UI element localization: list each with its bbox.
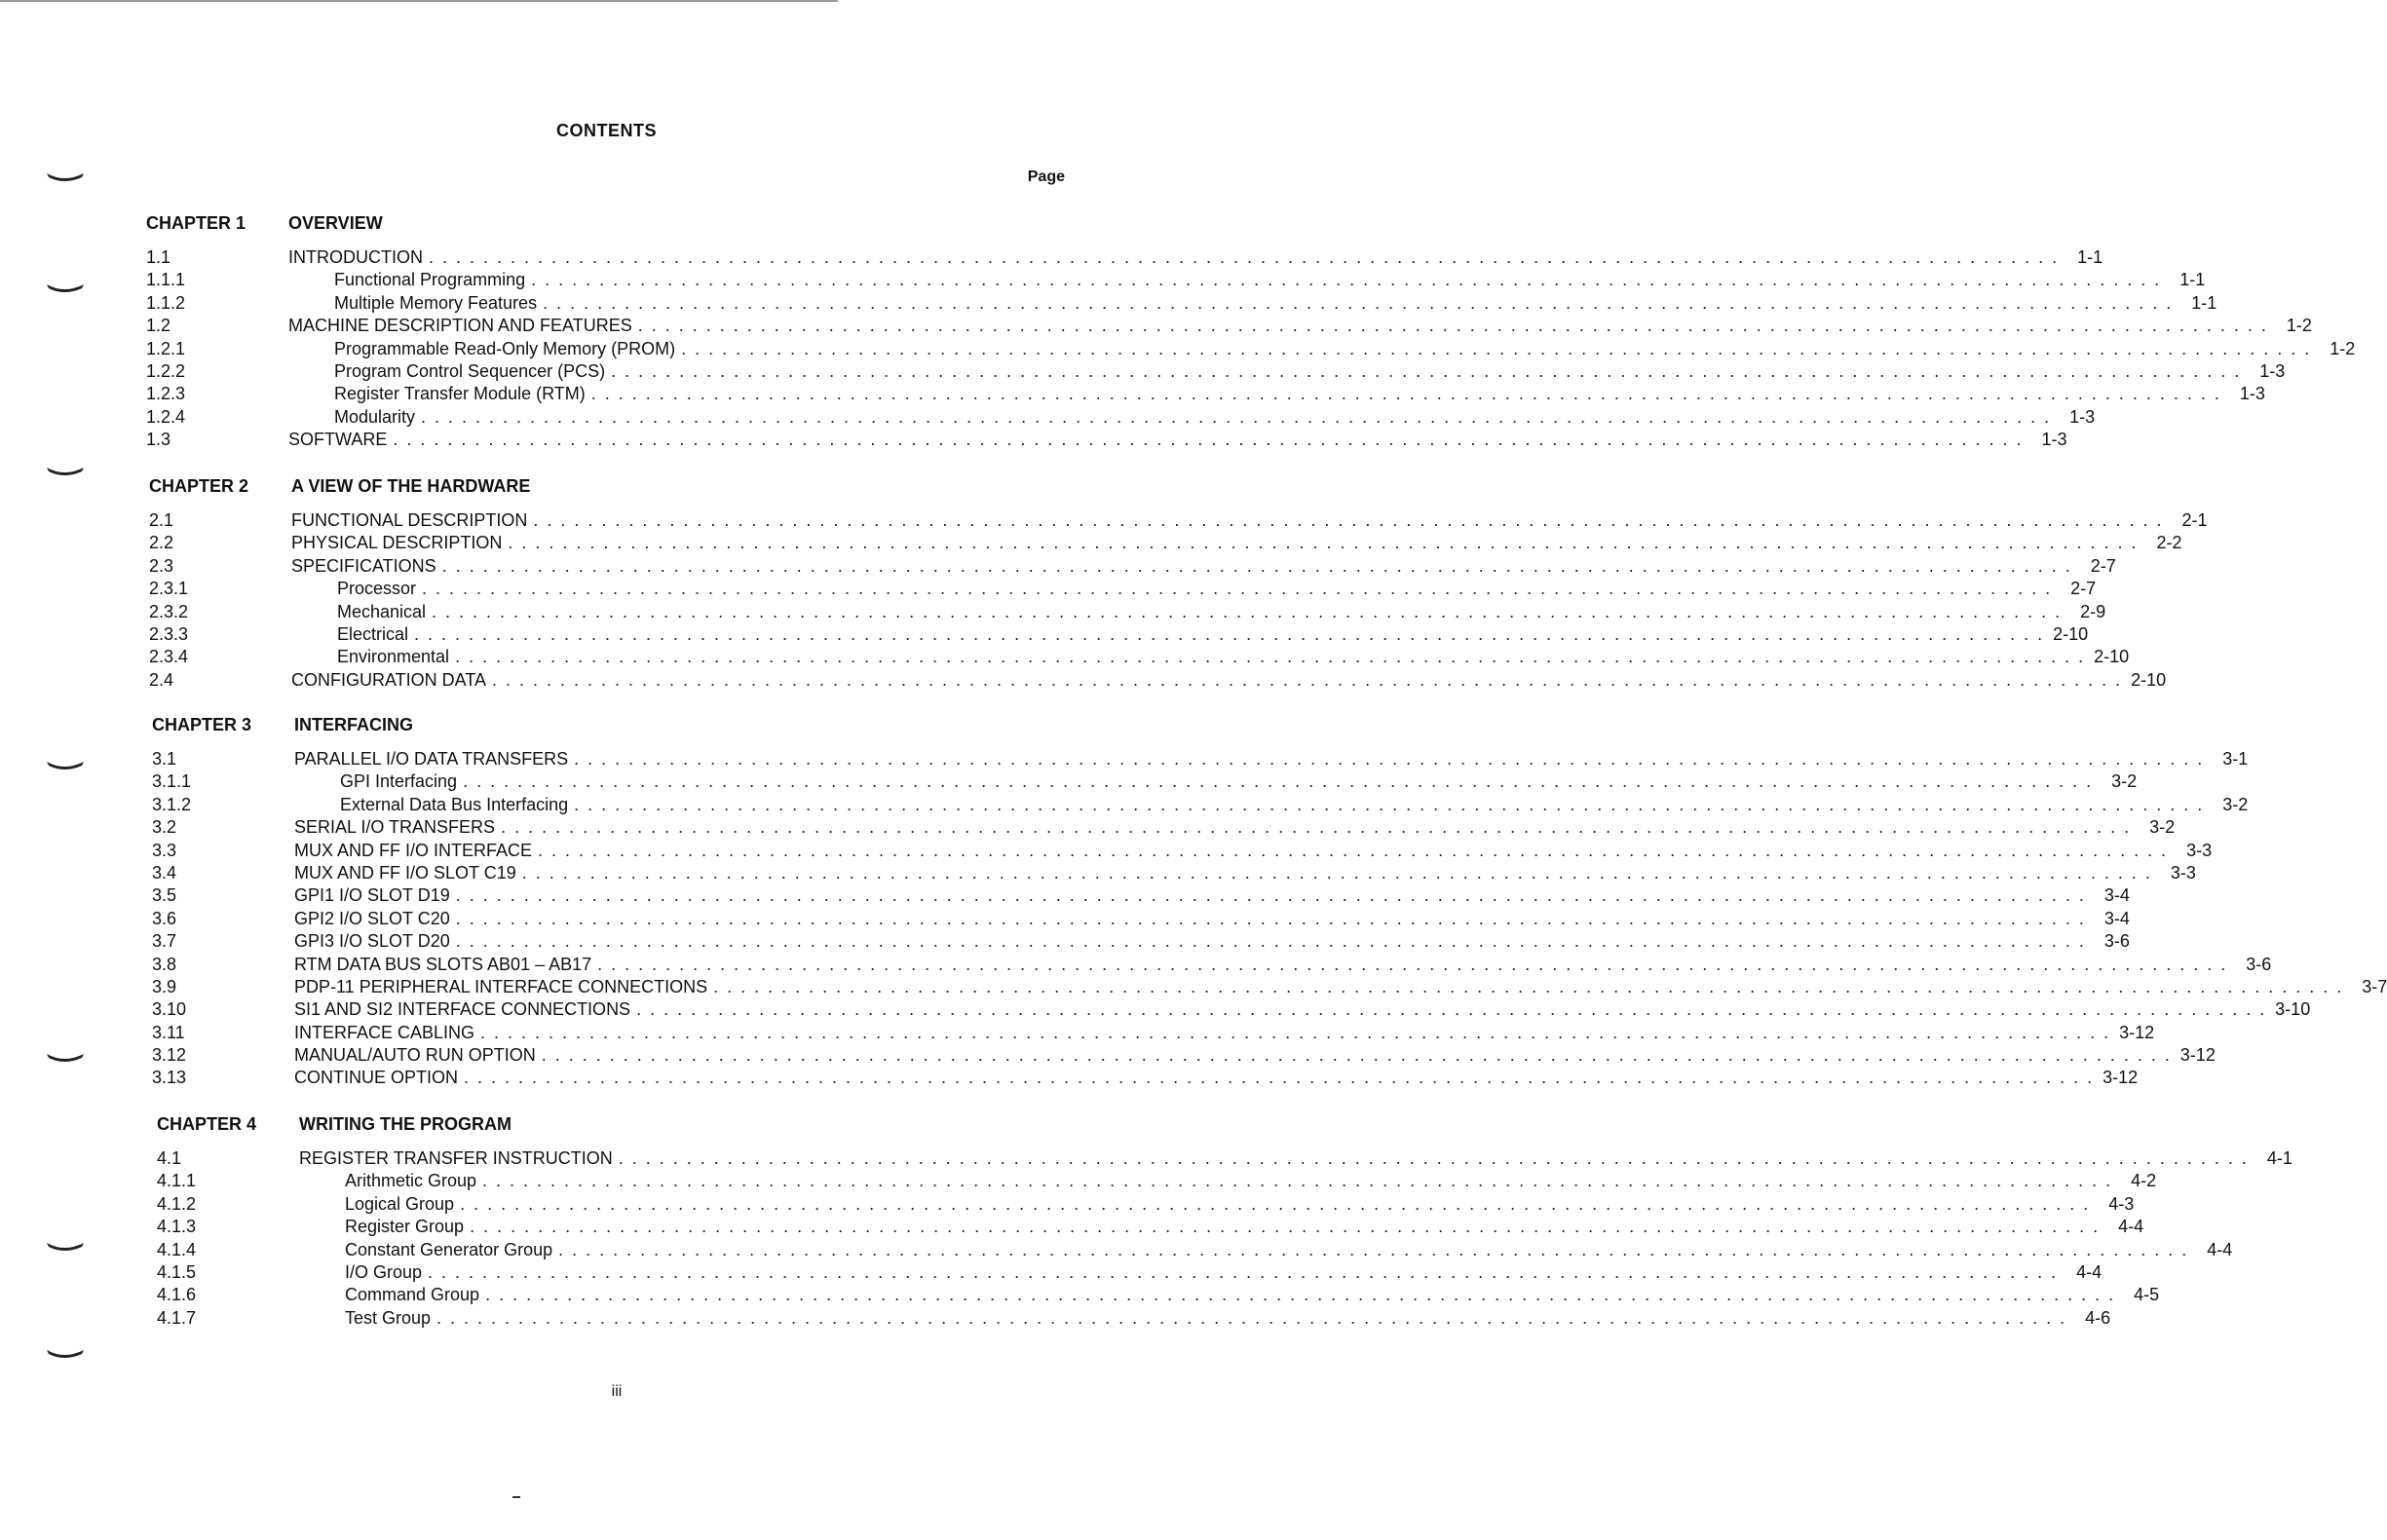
section-number: 4.1.4 [157,1239,197,1259]
page-ref: 3-10 [2275,999,2311,1020]
dot-leader: ........................................................................................................................ [463,771,2101,792]
dot-leader: ........................................................................................................................ [455,885,2093,906]
page-ref: 4-5 [2134,1285,2160,1305]
section-number: 1.1.1 [146,270,186,290]
toc-entry[interactable] [146,360,2286,383]
section-number: 2.1 [149,510,174,530]
scan-edge-line [0,0,838,2]
section-title: SI1 AND SI2 INTERFACE CONNECTIONS [294,999,631,1020]
entry-body [288,269,2205,291]
punch-hole-mark [45,1241,86,1251]
entry-body [294,908,2130,930]
section-number: 3.5 [152,885,177,906]
toc-entry[interactable] [157,1170,2157,1192]
toc-entry[interactable] [152,770,2138,793]
section-title: SERIAL I/O TRANSFERS [294,817,496,838]
section-number: 3.2 [152,817,177,838]
page-ref: 3-12 [2119,1022,2155,1042]
entry-body [291,578,2096,600]
toc-entry[interactable] [149,555,2116,578]
toc-entry[interactable] [157,1147,2292,1170]
section-number: 3.7 [152,931,177,952]
section-number: 2.4 [149,669,174,690]
dot-leader: ........................................................................................................................ [636,999,2274,1020]
page-ref: 3-2 [2111,771,2138,792]
dot-leader: ........................................................................................................................ [470,1217,2107,1237]
page-ref: 4-4 [2207,1239,2233,1259]
section-title: INTERFACE CABLING [294,1022,475,1042]
toc-entry[interactable] [146,246,2103,269]
section-number: 4.1.1 [157,1171,197,1191]
entry-body [291,646,2129,668]
entry-body [294,840,2212,862]
section-number: 3.9 [152,976,177,996]
section-title: GPI1 I/O SLOT D19 [294,885,450,906]
section-title: Constant Generator Group [345,1239,553,1259]
entry-body [294,770,2137,793]
chapter-label: CHAPTER 2 [149,476,249,496]
section-title: Mechanical [337,601,427,621]
entry-body [288,406,2095,429]
section-number: 2.3.3 [149,623,189,644]
section-title: Register Group [345,1217,465,1237]
entry-body [299,1147,2292,1170]
entry-body [291,669,2166,692]
dot-leader: ........................................................................................................................ [432,601,2069,621]
toc-entry[interactable] [152,794,2249,816]
section-title: Logical Group [345,1193,455,1214]
page-ref: 1-3 [2259,360,2286,381]
chapter-heading [157,1112,1077,1136]
toc-entry[interactable] [152,1022,2155,1044]
section-title: MANUAL/AUTO RUN OPTION [294,1045,536,1066]
page-ref: 1-3 [2041,430,2067,450]
toc-entry[interactable] [152,884,2130,907]
toc-entry[interactable] [146,269,2206,291]
toc-entry[interactable] [149,601,2106,623]
section-title: MACHINE DESCRIPTION AND FEATURES [288,316,632,336]
section-number: 3.6 [152,908,177,928]
entry-body [299,1239,2232,1261]
section-number: 3.8 [152,954,177,974]
page-ref: 1-1 [2191,292,2217,313]
section-title: External Data Bus Interfacing [340,794,569,814]
page-ref: 2-7 [2090,555,2116,576]
entry-body [294,1067,2138,1089]
toc-entry[interactable] [152,998,2311,1021]
section-number: 1.1 [146,247,171,267]
entry-body [294,862,2196,884]
dot-leader: ........................................................................................................................ [414,623,2052,644]
toc-entry[interactable] [152,862,2196,884]
dot-leader: ........................................................................................................................ [533,510,2171,530]
page-ref: 2-10 [2053,623,2089,644]
entry-body [291,555,2116,578]
section-title: Arithmetic Group [345,1171,477,1191]
punch-hole-mark [45,1052,86,1062]
section-title: PDP-11 PERIPHERAL INTERFACE CONNECTIONS [294,976,708,996]
toc-entry[interactable] [149,509,2208,532]
dot-leader: ........................................................................................................................ [713,976,2351,996]
section-number: 4.1 [157,1148,182,1168]
toc-entry[interactable] [157,1193,2135,1216]
section-number: 1.2.4 [146,406,186,427]
section-title: Register Transfer Module (RTM) [334,384,586,404]
page-ref: 2-2 [2156,533,2182,553]
dot-leader: ........................................................................................................................ [436,1307,2074,1328]
entry-body [294,930,2130,953]
section-title: PARALLEL I/O DATA TRANSFERS [294,749,569,769]
section-number: 3.4 [152,862,177,883]
toc-entry[interactable] [146,429,2067,451]
entry-body [294,884,2130,907]
chapter-section [157,1112,2292,1330]
section-number: 3.3 [152,840,177,860]
entry-body [294,1022,2154,1044]
dot-leader: ........................................................................................................................ [521,862,2159,883]
entry-body [288,338,2355,360]
toc-entry[interactable] [152,976,2387,998]
chapter-title: WRITING THE PROGRAM [299,1114,512,1134]
entry-body [291,509,2207,532]
toc-entry[interactable] [149,532,2182,554]
section-title: GPI Interfacing [340,771,458,792]
chapter-title: A VIEW OF THE HARDWARE [291,476,531,496]
section-number: 4.1.2 [157,1193,197,1214]
toc-entry[interactable] [157,1261,2103,1284]
dot-leader: ........................................................................................................................ [543,292,2180,313]
toc-entry[interactable] [149,646,2130,668]
page-ref: 2-1 [2181,510,2208,530]
chapter-section [149,474,2208,692]
page-ref: 3-2 [2149,817,2176,838]
page-ref: 3-4 [2103,885,2130,906]
entry-body [291,623,2088,646]
page-ref: 4-4 [2118,1217,2144,1237]
dot-leader: ........................................................................................................................ [429,247,2066,267]
toc-entry[interactable] [149,578,2097,600]
section-number: 1.1.2 [146,292,186,313]
page-ref: 1-2 [2286,316,2312,336]
section-title: SPECIFICATIONS [291,555,436,576]
section-title: CONFIGURATION DATA [291,669,486,690]
dot-leader: ........................................................................................................................ [393,430,2030,450]
section-number: 4.1.3 [157,1217,197,1237]
chapter-label: CHAPTER 3 [152,715,252,734]
toc-entry[interactable] [152,840,2213,862]
dot-leader: ........................................................................................................................ [501,817,2139,838]
chapter-section [152,713,2387,1090]
section-number: 3.12 [152,1045,187,1066]
section-number: 2.3.4 [149,647,189,667]
section-title: Functional Programming [334,270,526,290]
dot-leader: ........................................................................................................................ [558,1239,2196,1259]
chapter-heading [152,713,1072,736]
section-number: 1.2.2 [146,360,186,381]
section-number: 4.1.6 [157,1285,197,1305]
section-number: 1.3 [146,430,171,450]
toc-entry[interactable] [146,338,2356,360]
section-number: 3.1 [152,749,177,769]
dot-leader: ........................................................................................................................ [480,1022,2118,1042]
dot-leader: ........................................................................................................................ [681,338,2319,358]
section-title: Electrical [337,623,409,644]
page-ref: 4-3 [2108,1193,2135,1214]
toc-entry[interactable] [152,1067,2139,1089]
dot-leader: ........................................................................................................................ [574,749,2212,769]
page-column-label: Page [1027,169,1065,185]
punch-hole-mark [45,171,86,181]
entry-body [294,976,2387,998]
toc-entry[interactable] [149,669,2167,692]
toc-entry[interactable] [157,1239,2233,1261]
dot-leader: ........................................................................................................................ [422,579,2060,599]
section-number: 1.2.3 [146,384,186,404]
dot-leader: ........................................................................................................................ [464,1068,2102,1088]
toc-entry[interactable] [157,1284,2160,1306]
dot-leader: ........................................................................................................................ [637,316,2275,336]
page-ref: 4-2 [2131,1171,2157,1191]
toc-entry[interactable] [157,1307,2111,1330]
dot-leader: ........................................................................................................................ [455,647,2093,667]
section-title: I/O Group [345,1261,423,1282]
dot-leader: ........................................................................................................................ [531,270,2169,290]
page-ref: 3-6 [2246,954,2272,974]
dot-leader: ........................................................................................................................ [597,954,2235,974]
toc-entry[interactable] [146,292,2217,315]
page-ref: 1-3 [2239,384,2265,404]
page-ref: 2-10 [2131,669,2167,690]
dot-leader: ........................................................................................................................ [590,384,2228,404]
toc-entry[interactable] [146,383,2265,405]
section-title: Processor [337,579,417,599]
page-ref: 3-1 [2222,749,2249,769]
entry-body [294,1044,2216,1067]
page-ref: 3-6 [2103,931,2130,952]
section-number: 3.1.1 [152,771,192,792]
dot-leader: ........................................................................................................................ [541,1045,2179,1066]
toc-entry[interactable] [152,748,2249,770]
page-ref: 3-3 [2186,840,2213,860]
section-title: Environmental [337,647,450,667]
section-title: Multiple Memory Features [334,292,538,313]
page-ref: 3-12 [2103,1068,2139,1088]
section-title: GPI2 I/O SLOT C20 [294,908,450,928]
toc-entry[interactable] [152,908,2130,930]
entry-body [288,315,2312,337]
section-number: 2.2 [149,533,174,553]
entry-body [299,1261,2102,1284]
section-title: INTRODUCTION [288,247,423,267]
page-ref: 1-1 [2077,247,2103,267]
section-title: FUNCTIONAL DESCRIPTION [291,510,528,530]
toc-entry[interactable] [152,954,2272,976]
toc-entry[interactable] [146,315,2312,337]
chapter-heading [146,211,1066,235]
section-number: 1.2 [146,316,171,336]
chapter-title: INTERFACING [294,715,414,734]
chapter-label: CHAPTER 4 [157,1114,257,1134]
toc-entry[interactable] [146,406,2096,429]
section-number: 1.2.1 [146,338,186,358]
page-ref: 1-3 [2069,406,2096,427]
page-number: iii [611,1383,623,1400]
entry-body [288,292,2216,315]
dot-leader: ........................................................................................................................ [611,360,2249,381]
dot-leader: ........................................................................................................................ [428,1261,2065,1282]
entry-body [288,246,2103,269]
chapter-section [146,211,2356,452]
page-ref: 4-1 [2266,1148,2292,1168]
toc-entry[interactable] [157,1216,2144,1238]
section-number: 4.1.7 [157,1307,197,1328]
section-number: 2.3 [149,555,174,576]
toc-entry[interactable] [152,816,2176,839]
punch-hole-mark [45,760,86,770]
page-ref: 1-2 [2330,338,2356,358]
section-title: REGISTER TRANSFER INSTRUCTION [299,1148,613,1168]
page-ref: 3-3 [2170,862,2196,883]
entry-body [299,1170,2156,1192]
entry-body [299,1284,2159,1306]
section-number: 3.13 [152,1068,187,1088]
section-number: 2.3.2 [149,601,189,621]
dot-leader: ........................................................................................................................ [455,931,2093,952]
dot-leader: ........................................................................................................................ [538,840,2176,860]
page-ref: 2-7 [2070,579,2097,599]
punch-hole-mark [45,1348,86,1358]
dot-leader: ........................................................................................................................ [508,533,2145,553]
chapter-title: OVERVIEW [288,213,383,233]
entry-body [294,816,2175,839]
punch-hole-mark [45,466,86,475]
dot-leader: ........................................................................................................................ [492,669,2130,690]
page-ref: 3-2 [2222,794,2249,814]
section-title: Program Control Sequencer (PCS) [334,360,606,381]
dot-leader: ........................................................................................................................ [485,1285,2123,1305]
toc-entry[interactable] [152,930,2130,953]
section-title: PHYSICAL DESCRIPTION [291,533,503,553]
entry-body [299,1216,2143,1238]
toc-entry[interactable] [152,1044,2216,1067]
entry-body [288,429,2066,451]
section-number: 3.1.2 [152,794,192,814]
section-number: 3.11 [152,1022,185,1042]
entry-body [299,1193,2134,1216]
entry-body [299,1307,2110,1330]
section-title: SOFTWARE [288,430,388,450]
section-title: RTM DATA BUS SLOTS AB01 – AB17 [294,954,592,974]
dot-leader: ........................................................................................................................ [441,555,2079,576]
page-ref: 2-10 [2094,647,2130,667]
punch-hole-mark [45,282,86,292]
scan-mark [512,1496,520,1498]
chapter-label: CHAPTER 1 [146,213,246,233]
page-ref: 4-4 [2076,1261,2103,1282]
dot-leader: ........................................................................................................................ [421,406,2059,427]
section-number: 2.3.1 [149,579,189,599]
section-title: Modularity [334,406,416,427]
chapter-heading [149,474,1069,498]
section-title: CONTINUE OPTION [294,1068,459,1088]
entry-body [288,360,2285,383]
dot-leader: ........................................................................................................................ [574,794,2212,814]
page-ref: 4-6 [2085,1307,2111,1328]
section-number: 4.1.5 [157,1261,197,1282]
page-ref: 1-1 [2179,270,2206,290]
entry-body [291,532,2182,554]
section-title: GPI3 I/O SLOT D20 [294,931,450,952]
dot-leader: ........................................................................................................................ [618,1148,2255,1168]
section-title: MUX AND FF I/O INTERFACE [294,840,533,860]
entry-body [294,794,2248,816]
page-ref: 3-4 [2103,908,2130,928]
dot-leader: ........................................................................................................................ [460,1193,2098,1214]
toc-entry[interactable] [149,623,2089,646]
section-title: MUX AND FF I/O SLOT C19 [294,862,516,883]
entry-body [294,748,2248,770]
section-number: 3.10 [152,999,187,1020]
page-ref: 3-12 [2179,1045,2216,1066]
dot-leader: ........................................................................................................................ [482,1171,2120,1191]
entry-body [294,998,2310,1021]
page-title: CONTENTS [556,121,657,140]
section-title: Programmable Read-Only Memory (PROM) [334,338,676,358]
page-ref: 3-7 [2362,976,2387,996]
entry-body [288,383,2265,405]
section-title: Command Group [345,1285,480,1305]
section-title: Test Group [345,1307,432,1328]
entry-body [291,601,2105,623]
entry-body [294,954,2271,976]
dot-leader: ........................................................................................................................ [455,908,2093,928]
page-ref: 2-9 [2080,601,2106,621]
